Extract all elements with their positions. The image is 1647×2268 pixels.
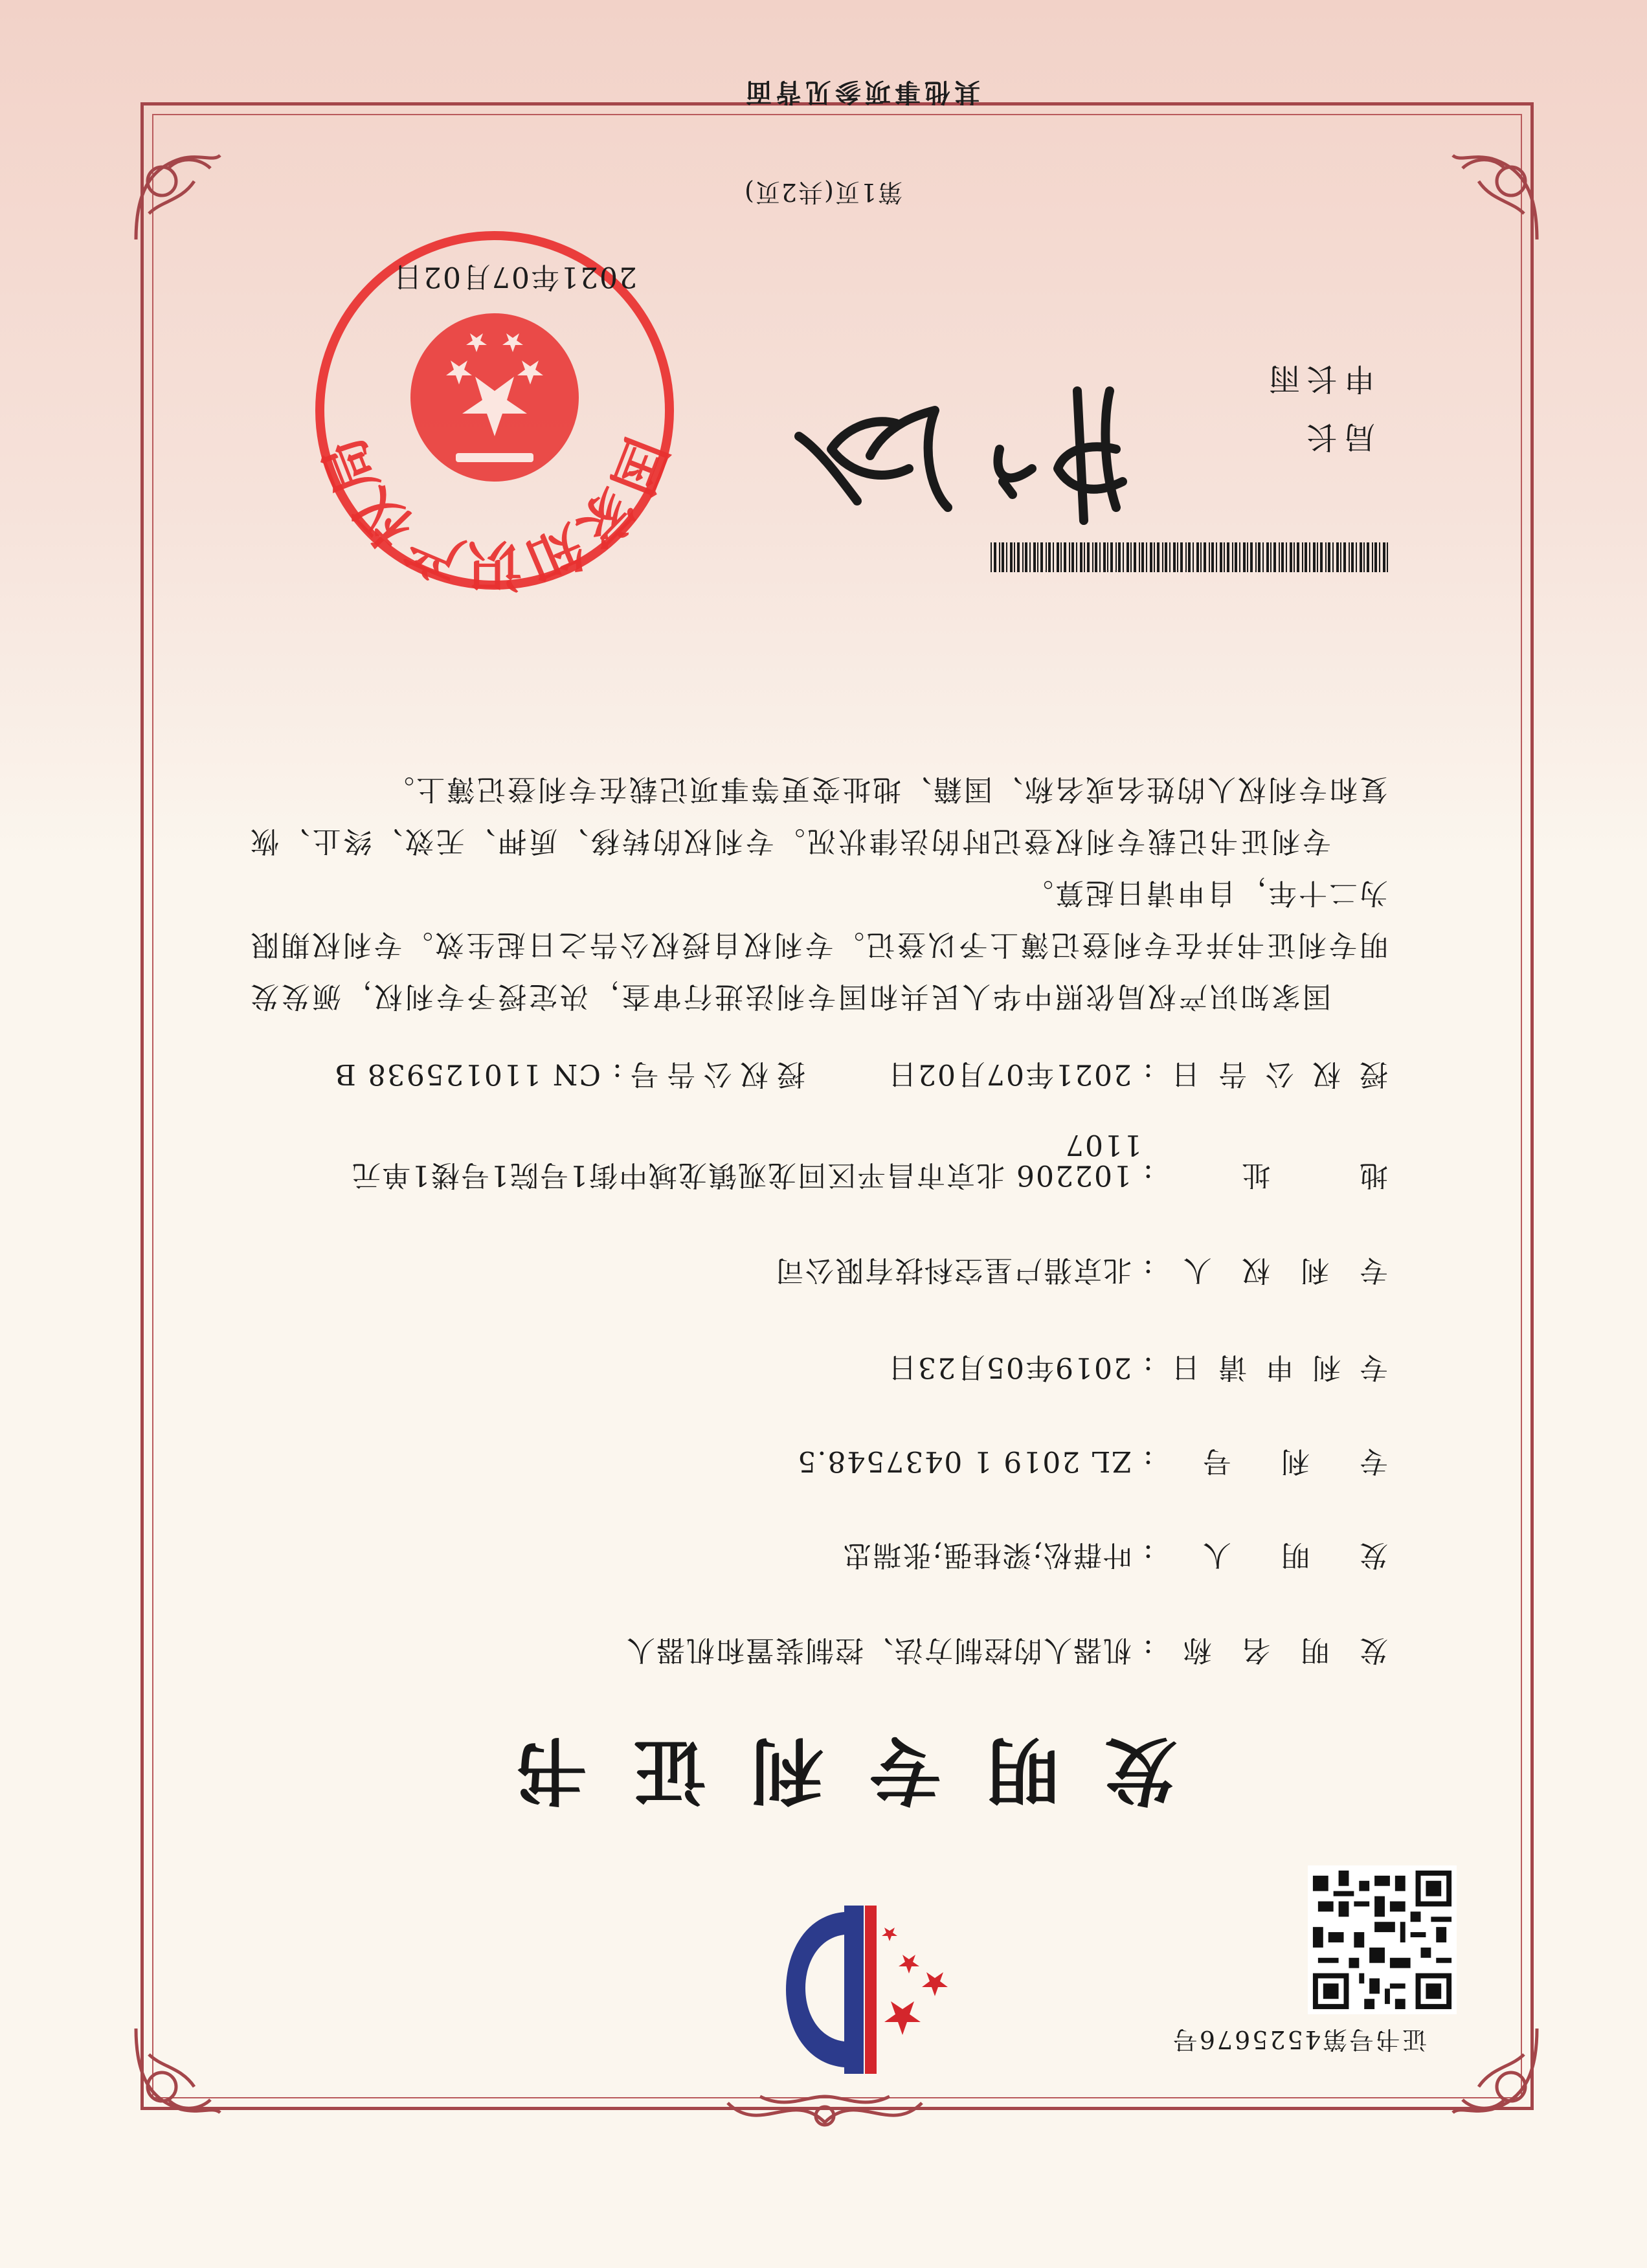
barcode-bar <box>1046 542 1047 572</box>
address-value-continued: 1107 <box>1064 1128 1142 1161</box>
barcode-bar <box>1270 542 1272 572</box>
barcode-bar <box>1211 542 1214 572</box>
barcode-bar <box>1103 542 1106 572</box>
barcode-bar <box>1188 542 1191 572</box>
patentee-label: 专利权人: <box>1142 1254 1388 1287</box>
body-paragraph-1: 国家知识产权局依照中华人民共和国专利法进行审查，决定授予专利权，颁发发明专利证书并在专利登记簿上予以登记。专利权自授权公告之日起生效。专利权期限为二十年，自申请日起算。 <box>249 876 1388 1013</box>
barcode-bar <box>1193 542 1194 572</box>
grant-date-label: 授权公告日: <box>1142 1058 1388 1091</box>
field-patentee <box>774 1252 1388 1294</box>
barcode-bar <box>1169 542 1171 572</box>
field-application-date <box>887 1350 1388 1391</box>
corner-ornament-top-right <box>123 2022 227 2126</box>
barcode-bar <box>1087 542 1090 572</box>
field-patent-no <box>796 1443 1388 1485</box>
barcode-bar <box>1297 542 1299 572</box>
barcode-bar <box>1006 542 1007 572</box>
barcode-bar <box>1080 542 1082 572</box>
body-paragraph-2: 专利证书记载专利权登记时的法律状况。专利权的转移、质押、无效、终止、恢复和专利权人的姓名或名称、国籍、地址变更等事项记载在专利登记簿上。 <box>249 773 1388 858</box>
inventor-value: 叶群松;梁桂强;张瑞忠 <box>842 1539 1132 1572</box>
barcode-bar <box>999 542 1000 572</box>
barcode-bar <box>1157 542 1160 572</box>
barcode-bar <box>1209 542 1210 572</box>
inventor-label: 发明人: <box>1142 1539 1388 1572</box>
barcode-bar <box>1069 542 1070 572</box>
grant-date-value: 2021年07月02日 <box>887 1058 1132 1091</box>
field-grant-no <box>334 1056 805 1098</box>
top-center-ornament <box>721 2084 928 2142</box>
barcode-bar <box>1351 542 1354 572</box>
barcode-bar <box>1273 542 1276 572</box>
barcode-bar <box>1025 542 1027 572</box>
barcode-bar <box>1294 542 1295 572</box>
barcode-bar <box>1363 542 1365 572</box>
address-label: 地址: <box>1142 1159 1388 1192</box>
barcode-bar <box>1139 542 1140 572</box>
barcode-bar <box>1220 542 1222 572</box>
barcode-bar <box>1200 542 1202 572</box>
barcode-bar <box>1224 542 1225 572</box>
barcode-bar <box>1084 542 1085 572</box>
barcode-bar <box>1250 542 1253 572</box>
grant-no-value: CN 110125938 B <box>333 1058 601 1091</box>
barcode-bar <box>994 542 996 572</box>
barcode-bar <box>1320 542 1323 572</box>
address-value: 102206 北京市昌平区回龙观镇龙域中街1号院1号楼1单元 <box>351 1159 1132 1192</box>
barcode-bar <box>1154 542 1155 572</box>
barcode-bar <box>1022 542 1024 572</box>
barcode-bar <box>1262 542 1264 572</box>
barcode-bar <box>1232 542 1233 572</box>
barcode-bar <box>1216 542 1217 572</box>
director-name: 申长雨 <box>1262 361 1375 397</box>
barcode-bar <box>1356 542 1357 572</box>
barcode-bar <box>1107 542 1108 572</box>
barcode-bar <box>1014 542 1015 572</box>
barcode-bar <box>1165 542 1167 572</box>
barcode-bar <box>1118 542 1121 572</box>
barcode-bar <box>1325 542 1327 572</box>
barcode-bar <box>1258 542 1260 572</box>
barcode-bar <box>1266 542 1269 572</box>
barcode-bar <box>1185 542 1187 572</box>
barcode-bar <box>1332 542 1334 572</box>
certificate-title: 发明专利证书 <box>470 1728 1177 1812</box>
barcode-bar <box>1387 542 1388 572</box>
corner-ornament-top-left <box>1446 2022 1550 2126</box>
field-grant-date <box>887 1056 1388 1098</box>
issue-date: 2021年07月02日 <box>392 260 637 293</box>
barcode-icon <box>987 542 1388 572</box>
barcode-bar <box>1110 542 1113 572</box>
barcode-bar <box>1037 542 1038 572</box>
barcode-bar <box>1227 542 1229 572</box>
barcode-bar <box>1017 542 1020 572</box>
qr-code-icon <box>1308 1865 1457 2014</box>
footer-note: 其他事项参见背面 <box>742 77 980 107</box>
barcode-bar <box>1002 542 1004 572</box>
barcode-bar <box>1379 542 1380 572</box>
barcode-bar <box>1374 542 1377 572</box>
barcode-bar <box>1010 542 1013 572</box>
barcode-bar <box>1141 542 1144 572</box>
barcode-bar <box>991 542 992 572</box>
barcode-bar <box>1048 542 1051 572</box>
barcode-bar <box>1336 542 1339 572</box>
barcode-bar <box>1367 542 1369 572</box>
barcode-bar <box>1279 542 1280 572</box>
patentee-value: 北京猎户星空科技有限公司 <box>774 1254 1132 1287</box>
barcode-bar <box>1126 542 1129 572</box>
barcode-bar <box>1340 542 1341 572</box>
barcode-bar <box>1033 542 1036 572</box>
barcode-bar <box>1235 542 1237 572</box>
barcode-bar <box>1286 542 1287 572</box>
barcode-bar <box>1095 542 1097 572</box>
barcode-bar <box>1383 542 1385 572</box>
barcode-bar <box>1076 542 1077 572</box>
barcode-bar <box>1180 542 1183 572</box>
corner-ornament-bottom-left <box>1446 142 1550 246</box>
corner-ornament-bottom-right <box>123 142 227 246</box>
cnipa-logo-icon <box>702 1893 974 2087</box>
barcode-bar <box>1123 542 1124 572</box>
barcode-bar <box>1064 542 1066 572</box>
barcode-bar <box>1290 542 1292 572</box>
field-invention-name <box>625 1632 1388 1674</box>
barcode-bar <box>1309 542 1310 572</box>
barcode-bar <box>1060 542 1062 572</box>
barcode-bar <box>1349 542 1350 572</box>
barcode-bar <box>1099 542 1101 572</box>
patent-no-label: 专利号: <box>1142 1445 1388 1478</box>
patent-no-value: ZL 2019 1 0437548.5 <box>796 1445 1132 1478</box>
barcode-bar <box>1040 542 1043 572</box>
barcode-bar <box>1255 542 1257 572</box>
certificate-number: 证书号第4525676号 <box>1171 2025 1427 2054</box>
barcode-bar <box>1115 542 1117 572</box>
director-signature-icon <box>779 378 1142 546</box>
barcode-bar <box>1302 542 1303 572</box>
barcode-bar <box>1162 542 1163 572</box>
grant-no-label: 授权公告号: <box>611 1058 805 1091</box>
barcode-bar <box>1343 542 1346 572</box>
barcode-bar <box>1239 542 1240 572</box>
field-inventor <box>842 1537 1388 1579</box>
director-title: 局长 <box>1299 419 1375 455</box>
page-info: 第1页(共2页) <box>743 178 902 206</box>
invention-name-value: 机器人的控制方法、控制装置和机器人 <box>625 1634 1132 1667</box>
barcode-bar <box>1204 542 1206 572</box>
barcode-bar <box>1328 542 1330 572</box>
barcode-bar <box>1281 542 1284 572</box>
barcode-bar <box>1173 542 1176 572</box>
barcode-bar <box>1130 542 1132 572</box>
field-address <box>351 1157 1388 1199</box>
barcode-bar <box>1057 542 1059 572</box>
barcode-bar <box>1029 542 1031 572</box>
barcode-bar <box>1071 542 1074 572</box>
seal-text: 国家知识产权局 <box>310 429 679 597</box>
barcode-bar <box>1305 542 1307 572</box>
barcode-bar <box>1313 542 1316 572</box>
barcode-bar <box>1134 542 1136 572</box>
application-date-label: 专利申请日: <box>1142 1351 1388 1384</box>
barcode-bar <box>1317 542 1318 572</box>
barcode-bar <box>1177 542 1178 572</box>
application-date-value: 2019年05月23日 <box>887 1351 1132 1384</box>
barcode-bar <box>1053 542 1054 572</box>
barcode-bar <box>1372 542 1373 572</box>
barcode-bar <box>1092 542 1093 572</box>
barcode-bar <box>1243 542 1246 572</box>
barcode-bar <box>1360 542 1362 572</box>
barcode-bar <box>1196 542 1199 572</box>
barcode-bar <box>1247 542 1248 572</box>
invention-name-label: 发明名称: <box>1142 1634 1388 1667</box>
barcode-bar <box>1150 542 1152 572</box>
barcode-bar <box>1146 542 1147 572</box>
